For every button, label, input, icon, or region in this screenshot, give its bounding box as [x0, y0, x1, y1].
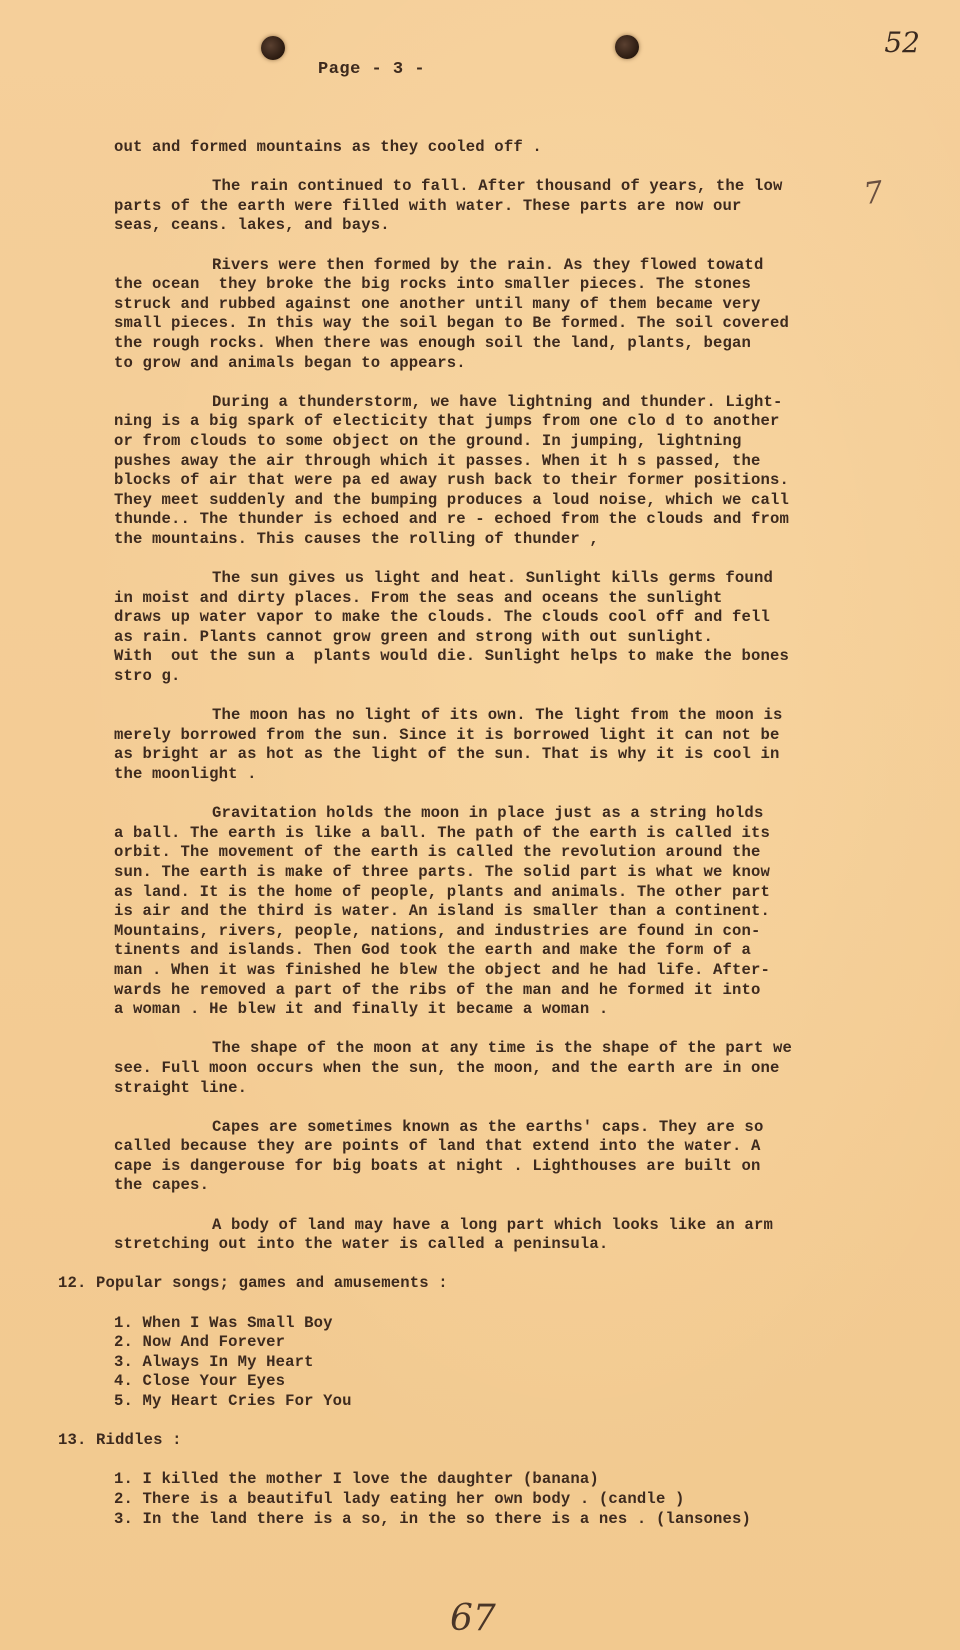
paragraph: Gravitation holds the moon in place just as a string holds a ball. The earth is like a ball. The path of the earth is called its orbit. The movement of the earth is called the revolution around the sun. The earth is make of three parts. The solid part is what we know as land. It is the home of people, plants and animals. The other part is air and the third is water. An island is smaller than a continent. Mountains, rivers, people, nations, and industries are found in con- tinents and islands. Then God took the earth and make the form of a man . When it was finished he blew the object and he had life. After- wards he removed a part of the ribs of the man and he formed it into a woman . He blew it and finally it became a woman .: [114, 804, 771, 1019]
page-header: Page - 3 -: [318, 60, 426, 79]
paragraph: The rain continued to fall. After thousand of years, the low parts of the earth were filled with water. These parts are now our seas, ceans. lakes, and bays.: [114, 177, 783, 235]
section-12-heading: 12. Popular songs; games and amusements :: [58, 1274, 448, 1293]
handwritten-bottom-mark: 67: [450, 1598, 496, 1639]
paragraph: Capes are sometimes known as the earths' caps. They are so called because they are points of land that extend into the water. A cape is dangerouse for big boats at night . Lighthouses are built on the capes.: [114, 1117, 764, 1195]
list-item: 1. I killed the mother I love the daughter (banana): [114, 1470, 599, 1489]
paragraph: The moon has no light of its own. The light from the moon is merely borrowed from the sun. Since it is borrowed light it can not be as bright ar as hot as the light of the sun. That is why it is cool in the moonlight .: [114, 706, 783, 783]
songs-list: [114, 1314, 904, 1412]
paragraph: Rivers were then formed by the rain. As they flowed towatd the ocean they broke the big rocks into smaller pieces. The stones struck and rubbed against one another until many of them became very small pieces. In this way the soil began to Be formed. The soil covered the rough rocks. When there was enough soil the land, plants, began to grow and animals began to appears.: [114, 255, 790, 372]
list-item: 5. My Heart Cries For You: [114, 1392, 352, 1410]
handwritten-page-number: 52: [884, 26, 920, 59]
list-item: 3. In the land there is a so, in the so there is a nes . (lansones): [114, 1509, 752, 1528]
paragraph: The sun gives us light and heat. Sunlight kills germs found in moist and dirty places. From the seas and oceans the sunlight draws up water vapor to make the clouds. The clouds cool off and fell as rain. Plants cannot grow green and strong with out sunlight. With out the sun a plants would die. Sunlight helps to make the bones stro g.: [114, 569, 790, 686]
list-item: 4. Close Your Eyes: [114, 1372, 286, 1391]
paragraph: out and formed mountains as they cooled off .: [114, 138, 542, 156]
paragraph: The shape of the moon at any time is the shape of the part we see. Full moon occurs when the sun, the moon, and the earth are in one straight line.: [114, 1039, 792, 1097]
riddles-list: [114, 1470, 904, 1529]
paragraph: A body of land may have a long part which looks like an arm stretching out into the water is called a peninsula.: [114, 1215, 773, 1254]
typed-body: [58, 138, 904, 1549]
list-item: 2. Now And Forever: [114, 1333, 286, 1352]
list-item: 2. There is a beautiful lady eating her own body . (candle ): [114, 1489, 685, 1508]
margin-mark: 7: [861, 174, 886, 213]
list-item: 3. Always In My Heart: [114, 1352, 314, 1371]
paragraph: During a thunderstorm, we have lightning and thunder. Light- ning is a big spark of electicity that jumps from one clo d to another or from clouds to some object on the ground. In jumping, lightning pushes away the air through which it passes. When it h s passed, the blocks of air that were pa ed away rush back to their former positions. They meet suddenly and the bumping produces a loud noise, which we call thunde.. The thunder is echoed and re - echoed from the clouds and from the mountains. This causes the rolling of thunder ,: [114, 392, 790, 548]
list-item: 1. When I Was Small Boy: [114, 1313, 333, 1332]
punch-hole-left: [261, 36, 285, 60]
punch-hole-right: [615, 35, 639, 59]
section-13-heading: 13. Riddles :: [58, 1431, 182, 1450]
